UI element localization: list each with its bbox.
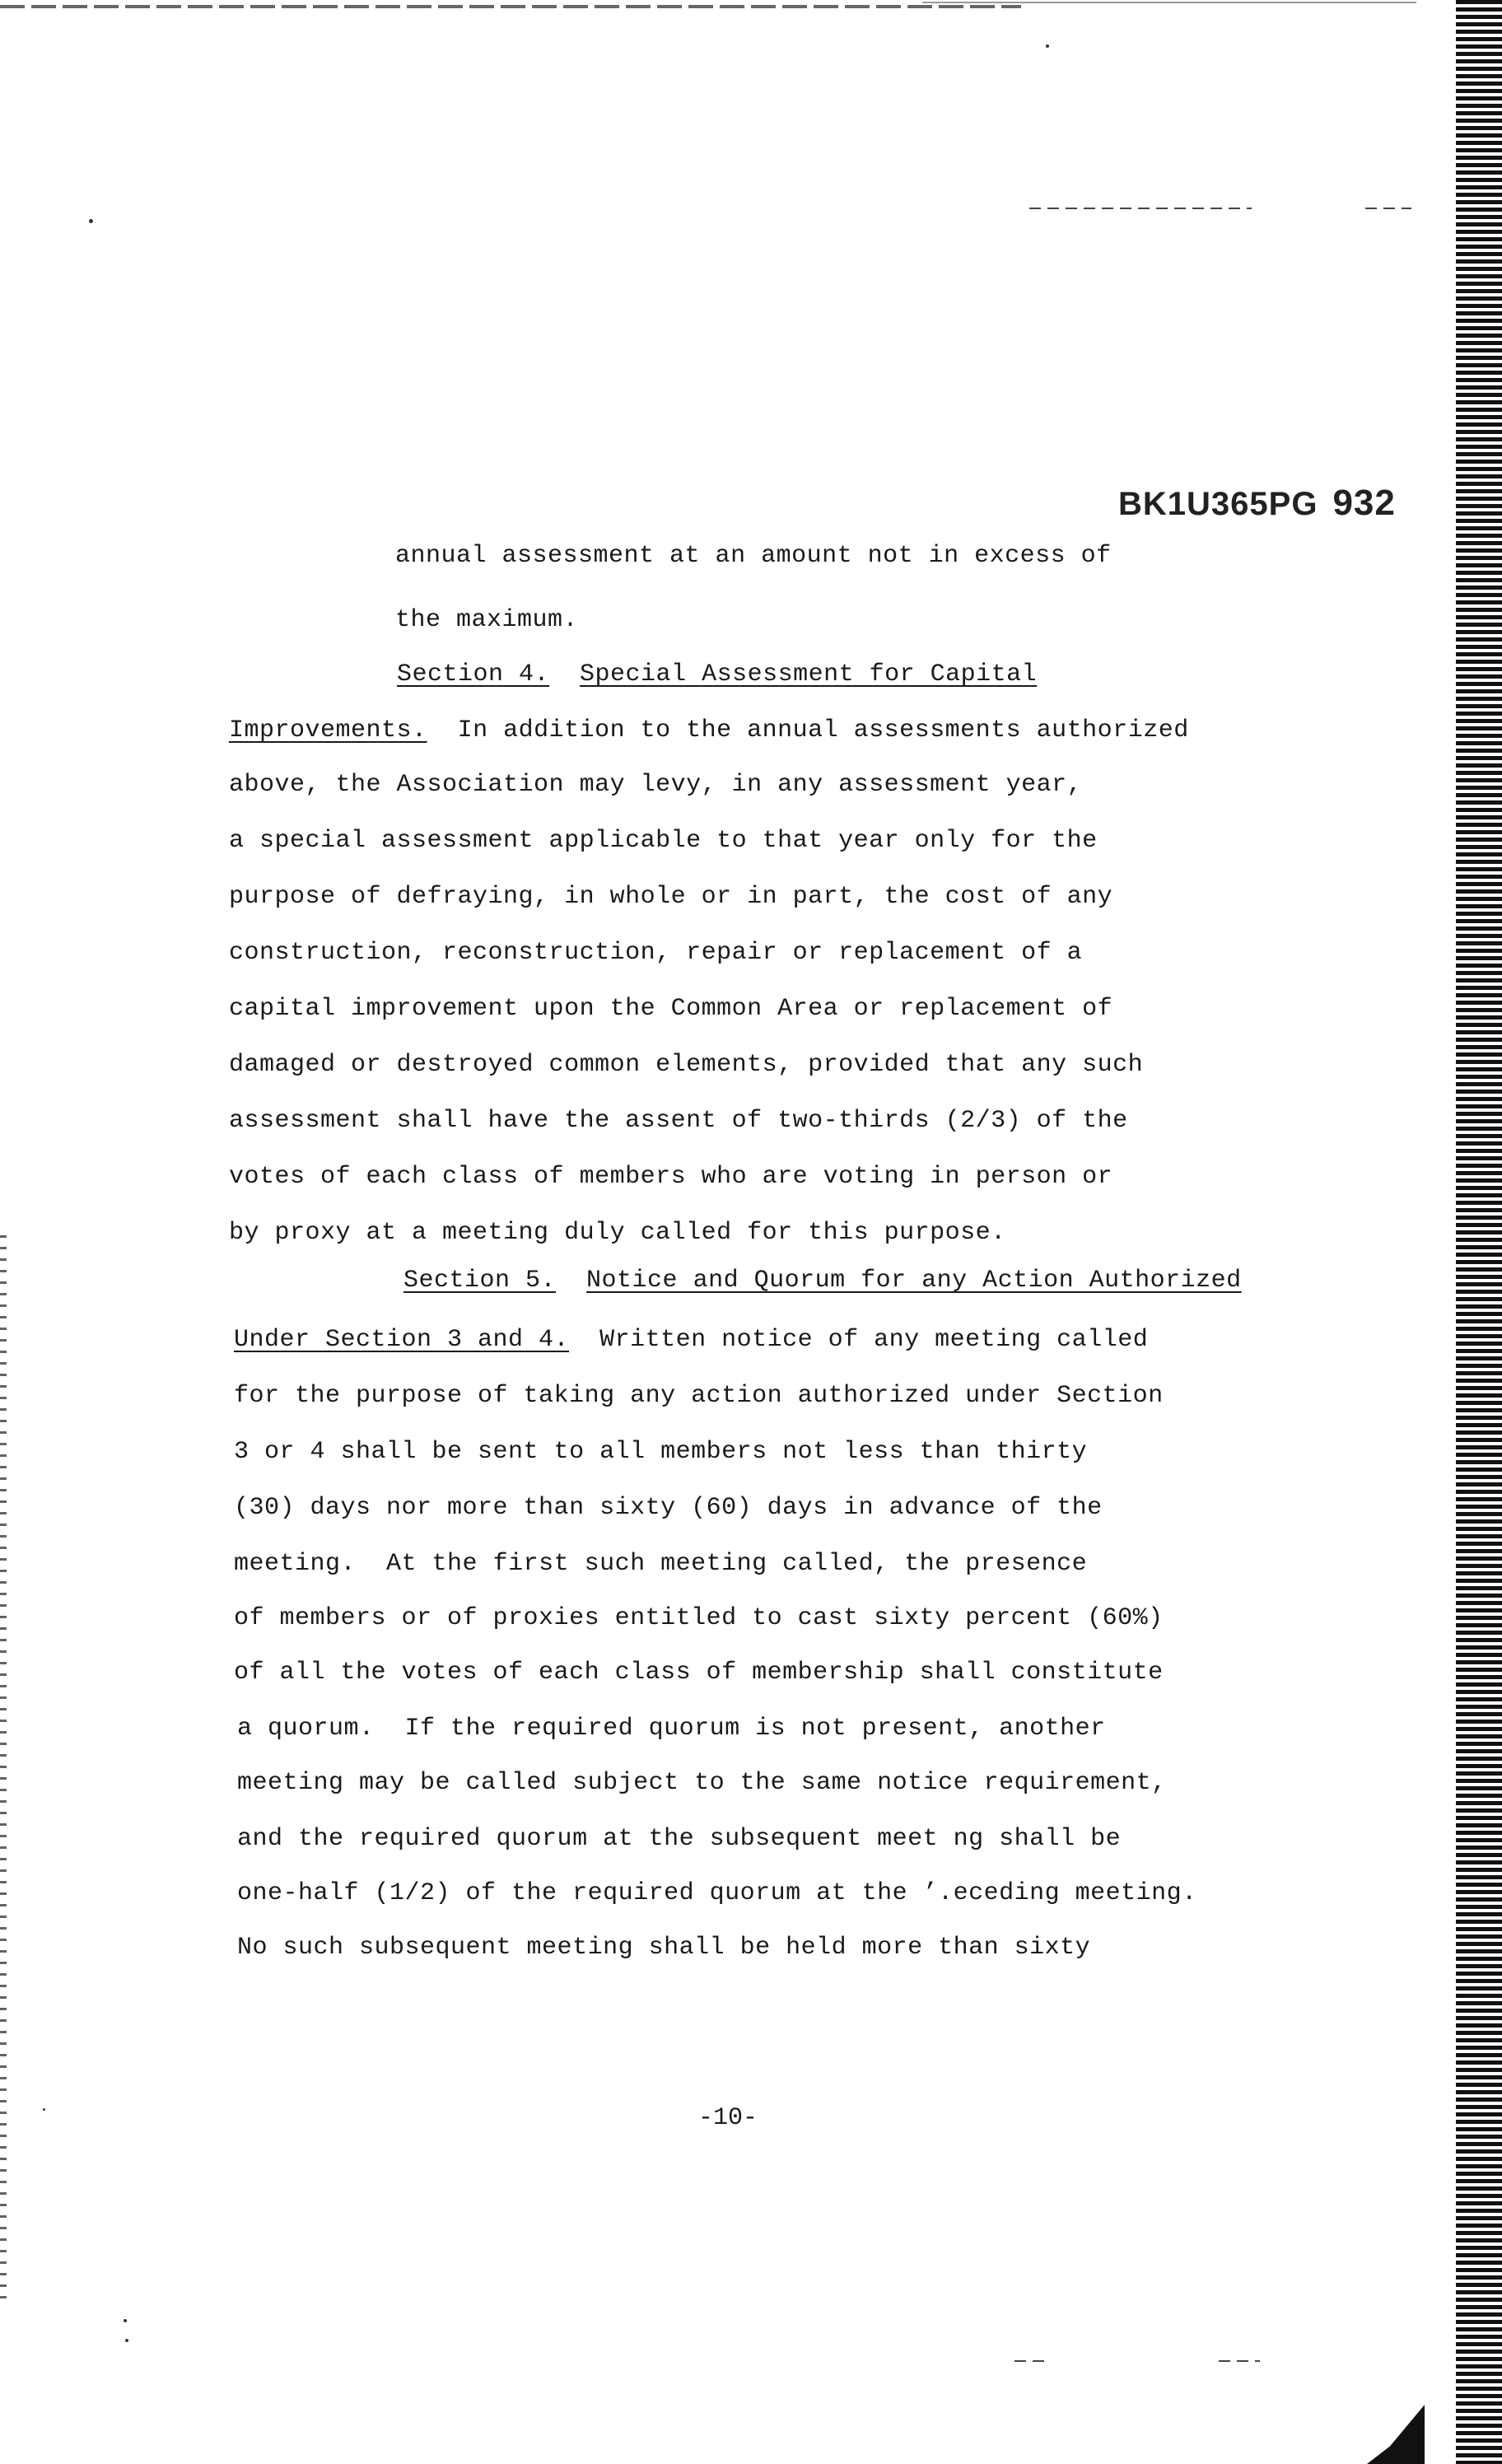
scan-dash-line	[1015, 2360, 1047, 2362]
text-line: meeting. At the first such meeting called, the presence	[234, 1550, 1088, 1578]
text-line: and the required quorum at the subsequent meet ng shall be	[237, 1825, 1122, 1853]
page-number: -10-	[698, 2104, 758, 2132]
scan-dash-line	[1365, 208, 1411, 209]
page-reference: 932	[1332, 483, 1396, 523]
text-line: Under Section 3 and 4. Written notice of any meeting called	[234, 1326, 1149, 1354]
text-line: above, the Association may levy, in any assessment year,	[229, 771, 1083, 799]
text-line: for the purpose of taking any action authorized under Section	[234, 1382, 1164, 1410]
scan-speck	[89, 219, 93, 223]
book-reference: BK1U365PG	[1118, 486, 1318, 522]
section-title: Improvements.	[229, 716, 427, 744]
text-line: by proxy at a meeting duly called for this purpose.	[229, 1219, 1006, 1247]
text-line: the maximum.	[395, 606, 579, 634]
text-line: capital improvement upon the Common Area or replacement of	[229, 995, 1113, 1023]
scan-edge-left	[0, 1235, 7, 2306]
text-line: a quorum. If the required quorum is not present, another	[237, 1715, 1106, 1743]
scan-top-rule-secondary	[922, 2, 1416, 3]
text-line: 3 or 4 shall be sent to all members not less than thirty	[234, 1438, 1088, 1466]
scan-speck	[125, 2339, 128, 2342]
text-line: one-half (1/2) of the required quorum at the ’.eceding meeting.	[237, 1879, 1197, 1907]
scan-edge-right	[1456, 0, 1502, 2464]
book-page-reference	[1118, 483, 1396, 524]
section-heading	[397, 662, 1037, 687]
scan-dash-line	[1219, 2360, 1260, 2362]
text-line: construction, reconstruction, repair or replacement of a	[229, 939, 1083, 967]
text-line: assessment shall have the assent of two-thirds (2/3) of the	[229, 1107, 1128, 1135]
text-line: (30) days nor more than sixty (60) days in advance of the	[234, 1494, 1103, 1522]
text-line: damaged or destroyed common elements, provided that any such	[229, 1051, 1144, 1079]
scan-top-rule	[0, 5, 1021, 8]
scan-corner-mark	[1367, 2405, 1425, 2464]
section-heading	[403, 1268, 1242, 1293]
section-title: Special Assessment for Capital	[580, 660, 1038, 688]
text-line: of members or of proxies entitled to cast sixty percent (60%)	[234, 1604, 1164, 1632]
text-line: annual assessment at an amount not in excess of	[395, 542, 1112, 570]
text-line: No such subsequent meeting shall be held more than sixty	[237, 1934, 1091, 1962]
text-line: a special assessment applicable to that year only for the	[229, 827, 1098, 855]
scan-speck	[124, 2319, 127, 2322]
text-line: Improvements. In addition to the annual assessments authorized	[229, 716, 1189, 744]
scan-speck	[43, 2108, 45, 2111]
section-number: Section 5.	[403, 1267, 557, 1295]
text-line: purpose of defraying, in whole or in part, the cost of any	[229, 883, 1113, 911]
text-line: votes of each class of members who are voting in person or	[229, 1163, 1113, 1191]
text-line: meeting may be called subject to the same notice requirement,	[237, 1769, 1167, 1797]
scan-speck	[1046, 44, 1049, 48]
section-number: Section 4.	[397, 660, 550, 688]
text-line: of all the votes of each class of membership shall constitute	[234, 1659, 1164, 1687]
scan-dash-line	[1029, 208, 1252, 209]
section-title: Notice and Quorum for any Action Authorized	[586, 1267, 1242, 1295]
section-title: Under Section 3 and 4.	[234, 1326, 570, 1354]
